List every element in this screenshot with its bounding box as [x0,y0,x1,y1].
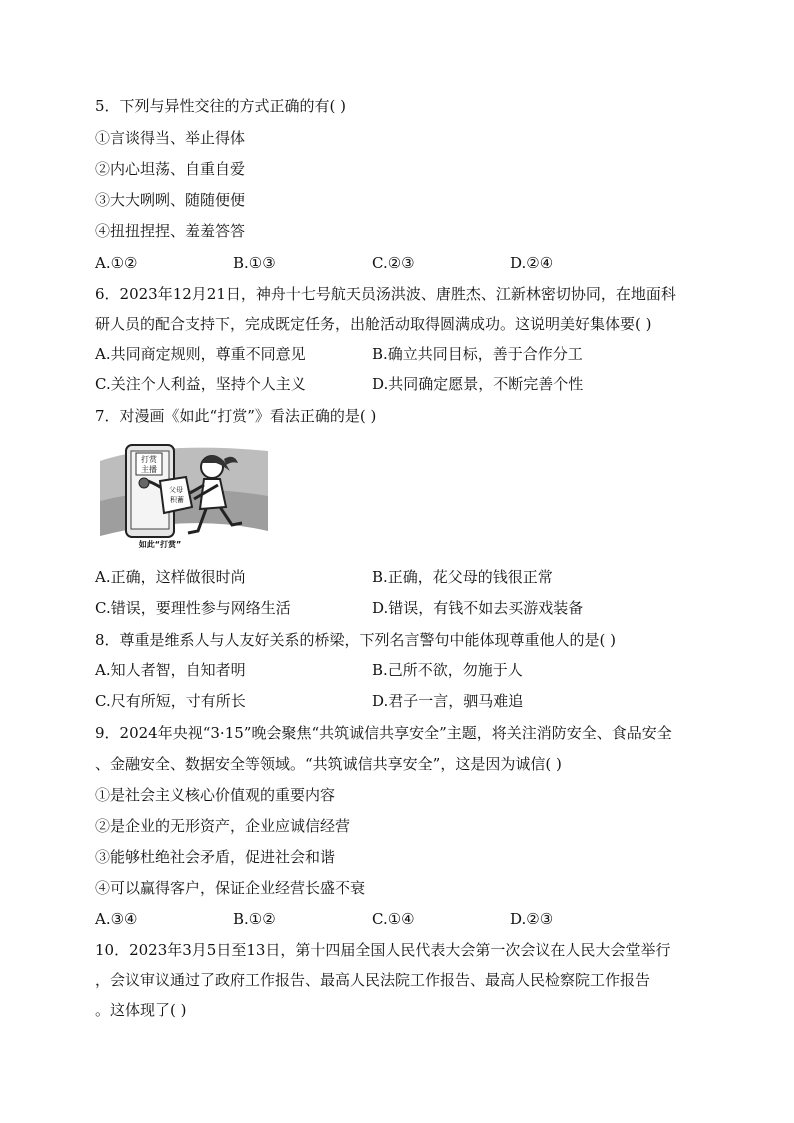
question-6-option-c: C.关注个人利益，坚持个人主义 [95,375,306,393]
question-5-option-c: C.②③ [372,254,415,272]
question-7-option-c: C.错误，要理性参与网络生活 [95,599,291,617]
question-8-stem: 8．尊重是维系人与人友好关系的桥梁，下列名言警句中能体现尊重他人的是( ) [95,631,617,649]
question-6-stem-line-2: 研人员的配合支持下，完成既定任务，出舱活动取得圆满成功。这说明美好集体要( ) [95,315,652,333]
question-9-option-b: B.①② [233,910,276,928]
question-7-stem: 7．对漫画《如此“打赏”》看法正确的是( ) [95,407,377,425]
question-9-item-2: ②是企业的无形资产，企业应诚信经营 [95,817,351,835]
question-9-option-d: D.②③ [510,910,554,928]
question-10-stem-line-1: 10．2023年3月5日至13日，第十四届全国人民代表大会第一次会议在人民大会堂举行 [95,941,671,959]
question-9-item-4: ④可以赢得客户，保证企业经营长盛不衰 [95,879,366,897]
question-9-stem-line-1: 9．2024年央视“3·15”晚会聚焦“共筑诚信共享安全”主题，将关注消防安全、食品安全 [95,724,672,742]
question-9-item-1: ①是社会主义核心价值观的重要内容 [95,786,336,804]
cartoon-drawing [100,441,268,551]
question-6-option-a: A.共同商定规则，尊重不同意见 [95,345,306,363]
question-5-stem: 5．下列与异性交往的方式正确的有( ) [95,97,347,115]
question-5-option-a: A.①② [95,254,138,272]
question-7-option-a: A.正确，这样做很时尚 [95,568,246,586]
cartoon-sign-line-2: 主播 [141,465,157,474]
question-8-option-d: D.君子一言，驷马难追 [372,692,524,710]
question-8-option-a: A.知人者智，自知者明 [95,661,246,679]
question-7-option-b: B.正确，花父母的钱很正常 [372,568,553,586]
question-5-option-b: B.①③ [233,254,276,272]
question-8-option-b: B.己所不欲，勿施于人 [372,661,523,679]
question-8-option-c: C.尺有所短，寸有所长 [95,692,246,710]
question-5-item-3: ③大大咧咧、随随便便 [95,191,246,209]
question-5-item-4: ④扭扭捏捏、羞羞答答 [95,222,246,240]
cartoon-bag-line-2: 积蓄 [170,496,184,504]
question-6-option-d: D.共同确定愿景，不断完善个性 [372,375,584,393]
question-6-stem-line-1: 6．2023年12月21日，神舟十七号航天员汤洪波、唐胜杰、江新林密切协同，在地面科 [95,285,676,303]
question-5-item-1: ①言谈得当、举止得体 [95,129,246,147]
cartoon-sign-line-1: 打赏 [141,455,157,464]
question-9-item-3: ③能够杜绝社会矛盾，促进社会和谐 [95,848,336,866]
cartoon-bag-line-1: 父母 [169,486,183,494]
question-10-stem-line-2: ，会议审议通过了政府工作报告、最高人民法院工作报告、最高人民检察院工作报告 [95,971,651,989]
question-10-stem-line-3: 。这体现了( ) [95,1001,187,1019]
question-5-option-d: D.②④ [510,254,554,272]
question-7-option-d: D.错误，有钱不如去买游戏装备 [372,599,584,617]
question-9-stem-line-2: 、金融安全、数据安全等领域。“共筑诚信共享安全”，这是因为诚信( ) [95,755,562,773]
question-9-option-a: A.③④ [95,910,138,928]
question-9-option-c: C.①④ [372,910,415,928]
question-6-option-b: B.确立共同目标，善于合作分工 [372,345,583,363]
question-5-item-2: ②内心坦荡、自重自爱 [95,160,246,178]
cartoon-image [100,441,268,551]
cartoon-caption: 如此“打赏” [138,540,182,549]
